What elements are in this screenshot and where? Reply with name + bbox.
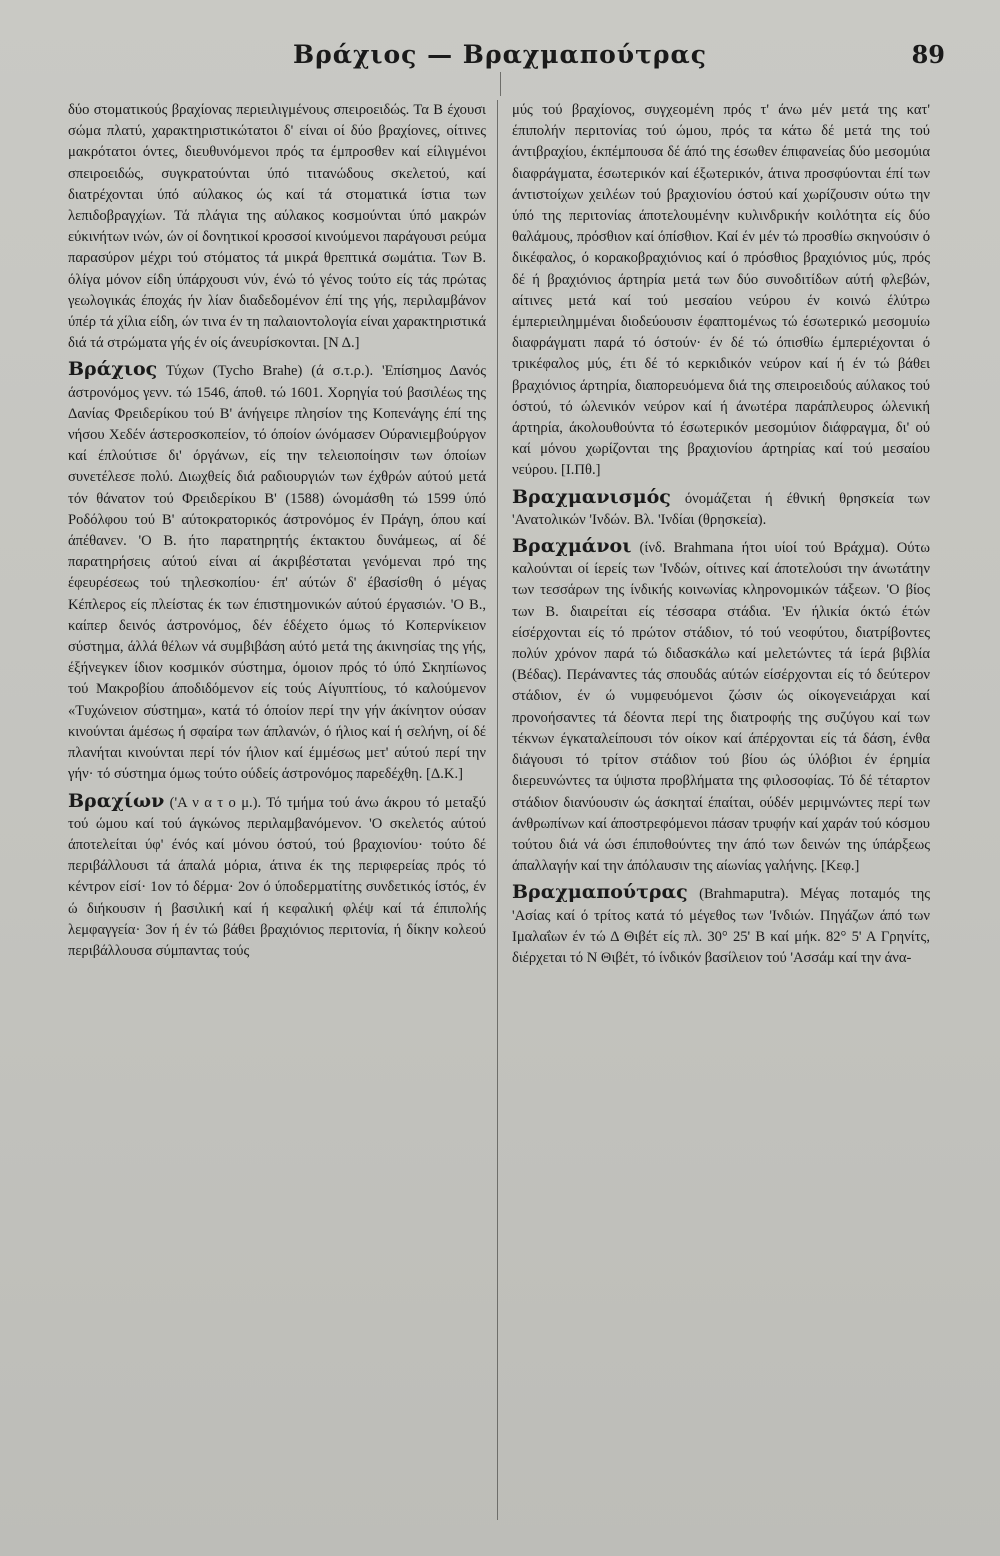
entry-text: (ίνδ. Brahmana ήτοι υίοί τού Βράχμα). Ούτω καλούνται οί ίερείς των 'Ινδών, οίτινες καί άποτελούσι την άνωτάτην των τεσσάρων της ίνδικής κοινωνίας κληρονομικών τάξεων. 'Ο βίος των Β. διαιρείται είς τέσσαρα στάδια. 'Εν ήλικία όκτώ έτών είσέρχονται είς τό πρώτον στάδιον, τό τού νεοφύτου, διατρίβοντες πολύν χρόνον παρά τώ διδασκάλω καί μελετώντες τά ίερά βιβλία (Βέδας). Περάναντες τάς σπουδάς αύτών είσέρχονται είς τό δεύτερον στάδιον, έν ώ νυμφευόμενοι ζώσιν ώς οίκογενειάρχαι καί προνοήσαντες τά δέοντα περί της διατροφής της συζύγου καί των τέκνων έγκαταλείπουσι τόν οίκον καί άπέρχονται είς τά δάση, ένθα διάγουσι τό τρίτον στάδιον τού βίου ώς ύλόβιοι έν έρημία διερευνώντες τα ύψιστα προβλήματα της φιλοσοφίας. Τό δέ τέταρτον στάδιον διανύουσιν ώς άσκηταί έπαίται, ούδέν μεριμνώντες περί των άνθρωπίνων καί άποστρεφόμενοι πάσαν τρυφήν καί χαράν τού κόσμου τούτου διά νά ώσι έπιποθούντες την άπό των δεινών της ύπάρξεως άπαλλαγήν καί την άπόλαυσιν της αίωνίας γαλήνης. [Κεφ.] [512,540,931,875]
entry-text: δύο στοματικούς βραχίονας περιειλιγμένους σπειροειδώς. Τα Β έχουσι σώμα πλατύ, χαρακτηριστικώτατοι δ' είναι οί δύο βραχίονες, οίτινες μακρότατοι όντες, διευθυνόμενοι πρός τα έμπροσθεν καί είλιγμένοι σπειροειδώς, συγκρατούνται ύπό τιτανώδους σκελετού, καί διατρέχονται ύπό αύλακος ώς καί τά στοματικά ίστια των λεπιδοβραγχίων. Τά πλάγια της αύλακος κοσμούνται ύπό μακρών εύκινήτων ινών, ών οί δονητικοί κροσσοί κινούμενοι παράγουσι ρεύμα παρασύρον μέχρι τού στόματος τά μικρά θρεπτικά σωμάτια. Των Β. όλίγα μόνον είδη ύπάρχουσι νύν, ένώ τό γένος τούτο είς τάς πρώτας γεωλογικάς έποχάς ήν λίαν διαδεδομένον έπί της γής, περιλαμβάνον ύπέρ τά χίλια είδη, ών τινα έν τη παλαιοντολογία είναι χαρακτηριστικά διά τά στρώματα γής έν οίς άνευρίσκονται. [Ν Δ.] [68,102,486,352]
entry-brahmaputra [512,882,930,969]
entry-text: όνομάζεται ή έθνική θρησκεία των 'Ανατολικών 'Ινδών. Βλ. 'Ινδίαι (θρησκεία). [512,490,930,528]
entry-headword: Βραχίων [68,789,165,812]
entry-brahe [68,359,486,785]
running-title: Βράχιος — Βραχμαπούτρας [292,40,708,69]
entry-text: (Brahmaputra). Μέγας ποταμός της 'Ασίας καί ό τρίτος κατά τό μέγεθος των 'Ινδιών. Πηγάζων άπό των Ιμαλαΐων έν τώ Δ Θιβέτ είς πλ. 30° 25' Β καί μήκ. 82° 5' Α Γρηνίτς, διέρχεται τό Ν Θιβέτ, τό ίνδικόν βασίλειον τού 'Ασσάμ καί την άνα- [512,886,931,966]
right-column [512,100,930,974]
entry-headword: Βραχμαπούτρας [512,881,688,904]
entry-brahmanism [512,487,930,531]
column-rule-top [500,72,501,96]
entry-headword: Βραχμάνοι [512,535,632,558]
entry-continuation [512,100,930,482]
entry-text: Τύχων (Tycho Brahe) (ά σ.τ.ρ.). 'Επίσημος Δανός άστρονόμος γενν. τώ 1546, άποθ. τώ 1601. Χορηγία τού βασιλέως της Δανίας Φρειδερίκου τού Β' άνήγειρε πλησίον της Κοπενάγης έπί της νήσου Χεδέν άστεροσκοπείον, τό όποίον ώνόμασεν Ούρανιεμβούργον καί έπλούτισε δι' όργάνων, είς την τελειοποίησιν των όποίων συνετέλεσε πολύ. Διωχθείς διά ραδιουργιών των έχθρών αύτού μετά τόν θάνατον τού Φρειδερίκου Β' (1588) ώνομάσθη τώ 1599 ύπό Ροδόλφου τού Β' αύτοκρατορικός άστρονόμος έν Πράγη, όπου καί άπέθανεν. 'Ο Β. ήτο παρατηρητής έκτακτου δυνάμεως, αί δέ παρατηρήσεις αύτού είναι αί άκριβέσταται γενόμεναι πρό της έφευρέσεως τού τηλεσκοπίου· έπ' αύτών δ' έβασίσθη ό μέγας Κέπλερος είς πλείστας έκ των έπιστημονικών αύτού έργασιών. 'Ο Β., καίπερ δεινός άστρονόμος, δέν έδέχετο όμως τό Κοπερνίκειον σύστημα, άλλά θέλων νά συμβιβάση αύτό μετά της άκινησίας της γής, έξήνεγκεν ίδιον κοσμικόν σύστημα, όμοιον πρός τό ύπό Σκηπίωνος τού Μακροβίου άποδιδόμενον είς τούς Αίγυπτίους, τό καλούμενον «Τυχώνειον σύστημα», κατά τό όποίον περί την γήν άκίνητον ούσαν κινούνται άμέσως ή σφαίρα των άπλανών, ό ήλιος καί ή σελήνη, οί δέ πλανήται κινούνται περί τόν ήλιον καί έμμέσως μετ' αύτού περί την γήν· τό σύστημα όμως τούτο ούδείς άστρονόμος παρεδέχθη. [Δ.Κ.] [68,363,486,783]
entry-headword: Βράχιος [68,358,158,381]
page-number: 89 [911,40,945,69]
entry-continuation [68,100,486,354]
entry-brahmans [512,536,930,877]
left-column [68,100,486,967]
entry-brachion [68,791,486,963]
entry-text: μύς τού βραχίονος, συγχεομένη πρός τ' άνω μέν μετά της κατ' έπιπολήν περιτονίας τού ώμου, πρός τα κάτω δέ μετά της τού άντιβραχίου, έκπέμπουσα δέ άπό της έσωθεν έπιφανείας δύο μεσομύια διαφράγματα, έσωτερικόν καί έξωτερικόν, άτινα προσφύονται έπί των άντιστοίχων χειλέων τού βραχιονίου όστού καί χωρίζουσιν ούτω την ύπό της περιτονίας άποτελουμένην κυλινδρικήν κοιλότητα είς δύο θαλάμους, πρόσθιον καί όπίσθιον. Καί έν μέν τώ προσθίω σκηνούσιν ό δικέφαλος, ό κορακοβραχιόνιος καί ό πρόσθιος βραχιόνιος μύς, πρός δέ ή βραχιόνιος άρτηρία μετά των δύο συνοδιτίδων αύτή φλεβών, αίτινες μετά καί τού μεσαίου νεύρου έν κοινώ έλύτρω έμπεριειλημμέναι διοδεύουσιν έφαπτομένως τώ έσωτερικώ μεσομυίω διαφράγματι παρά τό όστούν· έν δέ τώ όπισθίω έμπεριέχονται ό τρικέφαλος μύς, έτι δέ τό κερκιδικόν νεύρον καί ή έν τώ βάθει βραχιόνιος άρτηρία, διαπορευόμενα διά της σπειροειδούς αύλακος τού όστού, τό ώλενικόν νεύρον καί ή άνωτέρα παράπλευρος ώλενική άρτηρία, άκολουθούντα τό έσωτερικόν μεσομύιον διάφραγμα, δι' ού καί μόνου χωρίζονται της βραχιονίου άρτηρίας καί τού μεσαίου νεύρου. [Ι.Πθ.] [512,102,930,479]
entry-text: ('Α ν α τ ο μ.). Τό τμήμα τού άνω άκρου τό μεταξύ τού ώμου καί τού άγκώνος περιλαμβανόμενον. 'Ο σκελετός αύτού άποτελείται ύφ' ένός καί μόνου όστού, τού βραχιονίου· τούτο δέ περιβάλλουσι τά άπαλά μόρια, άτινα έκ της περιφερείας πρός τό κέντρον είσί· 1ον τό δέρμα· 2ον ό ύποδερματίτης συνδετικός ίστός, έν ώ διήκουσιν ή βασιλική καί ή κεφαλική φλέψ καί τά έπιπολής λεμφαγγεία· 3ον ή έν τώ βάθει βραχιόνιος περιτονία, ή δίκην κολεού περιβάλλουσα σύμπαντας τούς [68,794,486,959]
column-rule [497,100,498,1520]
entry-headword: Βραχμανισμός [512,485,671,508]
